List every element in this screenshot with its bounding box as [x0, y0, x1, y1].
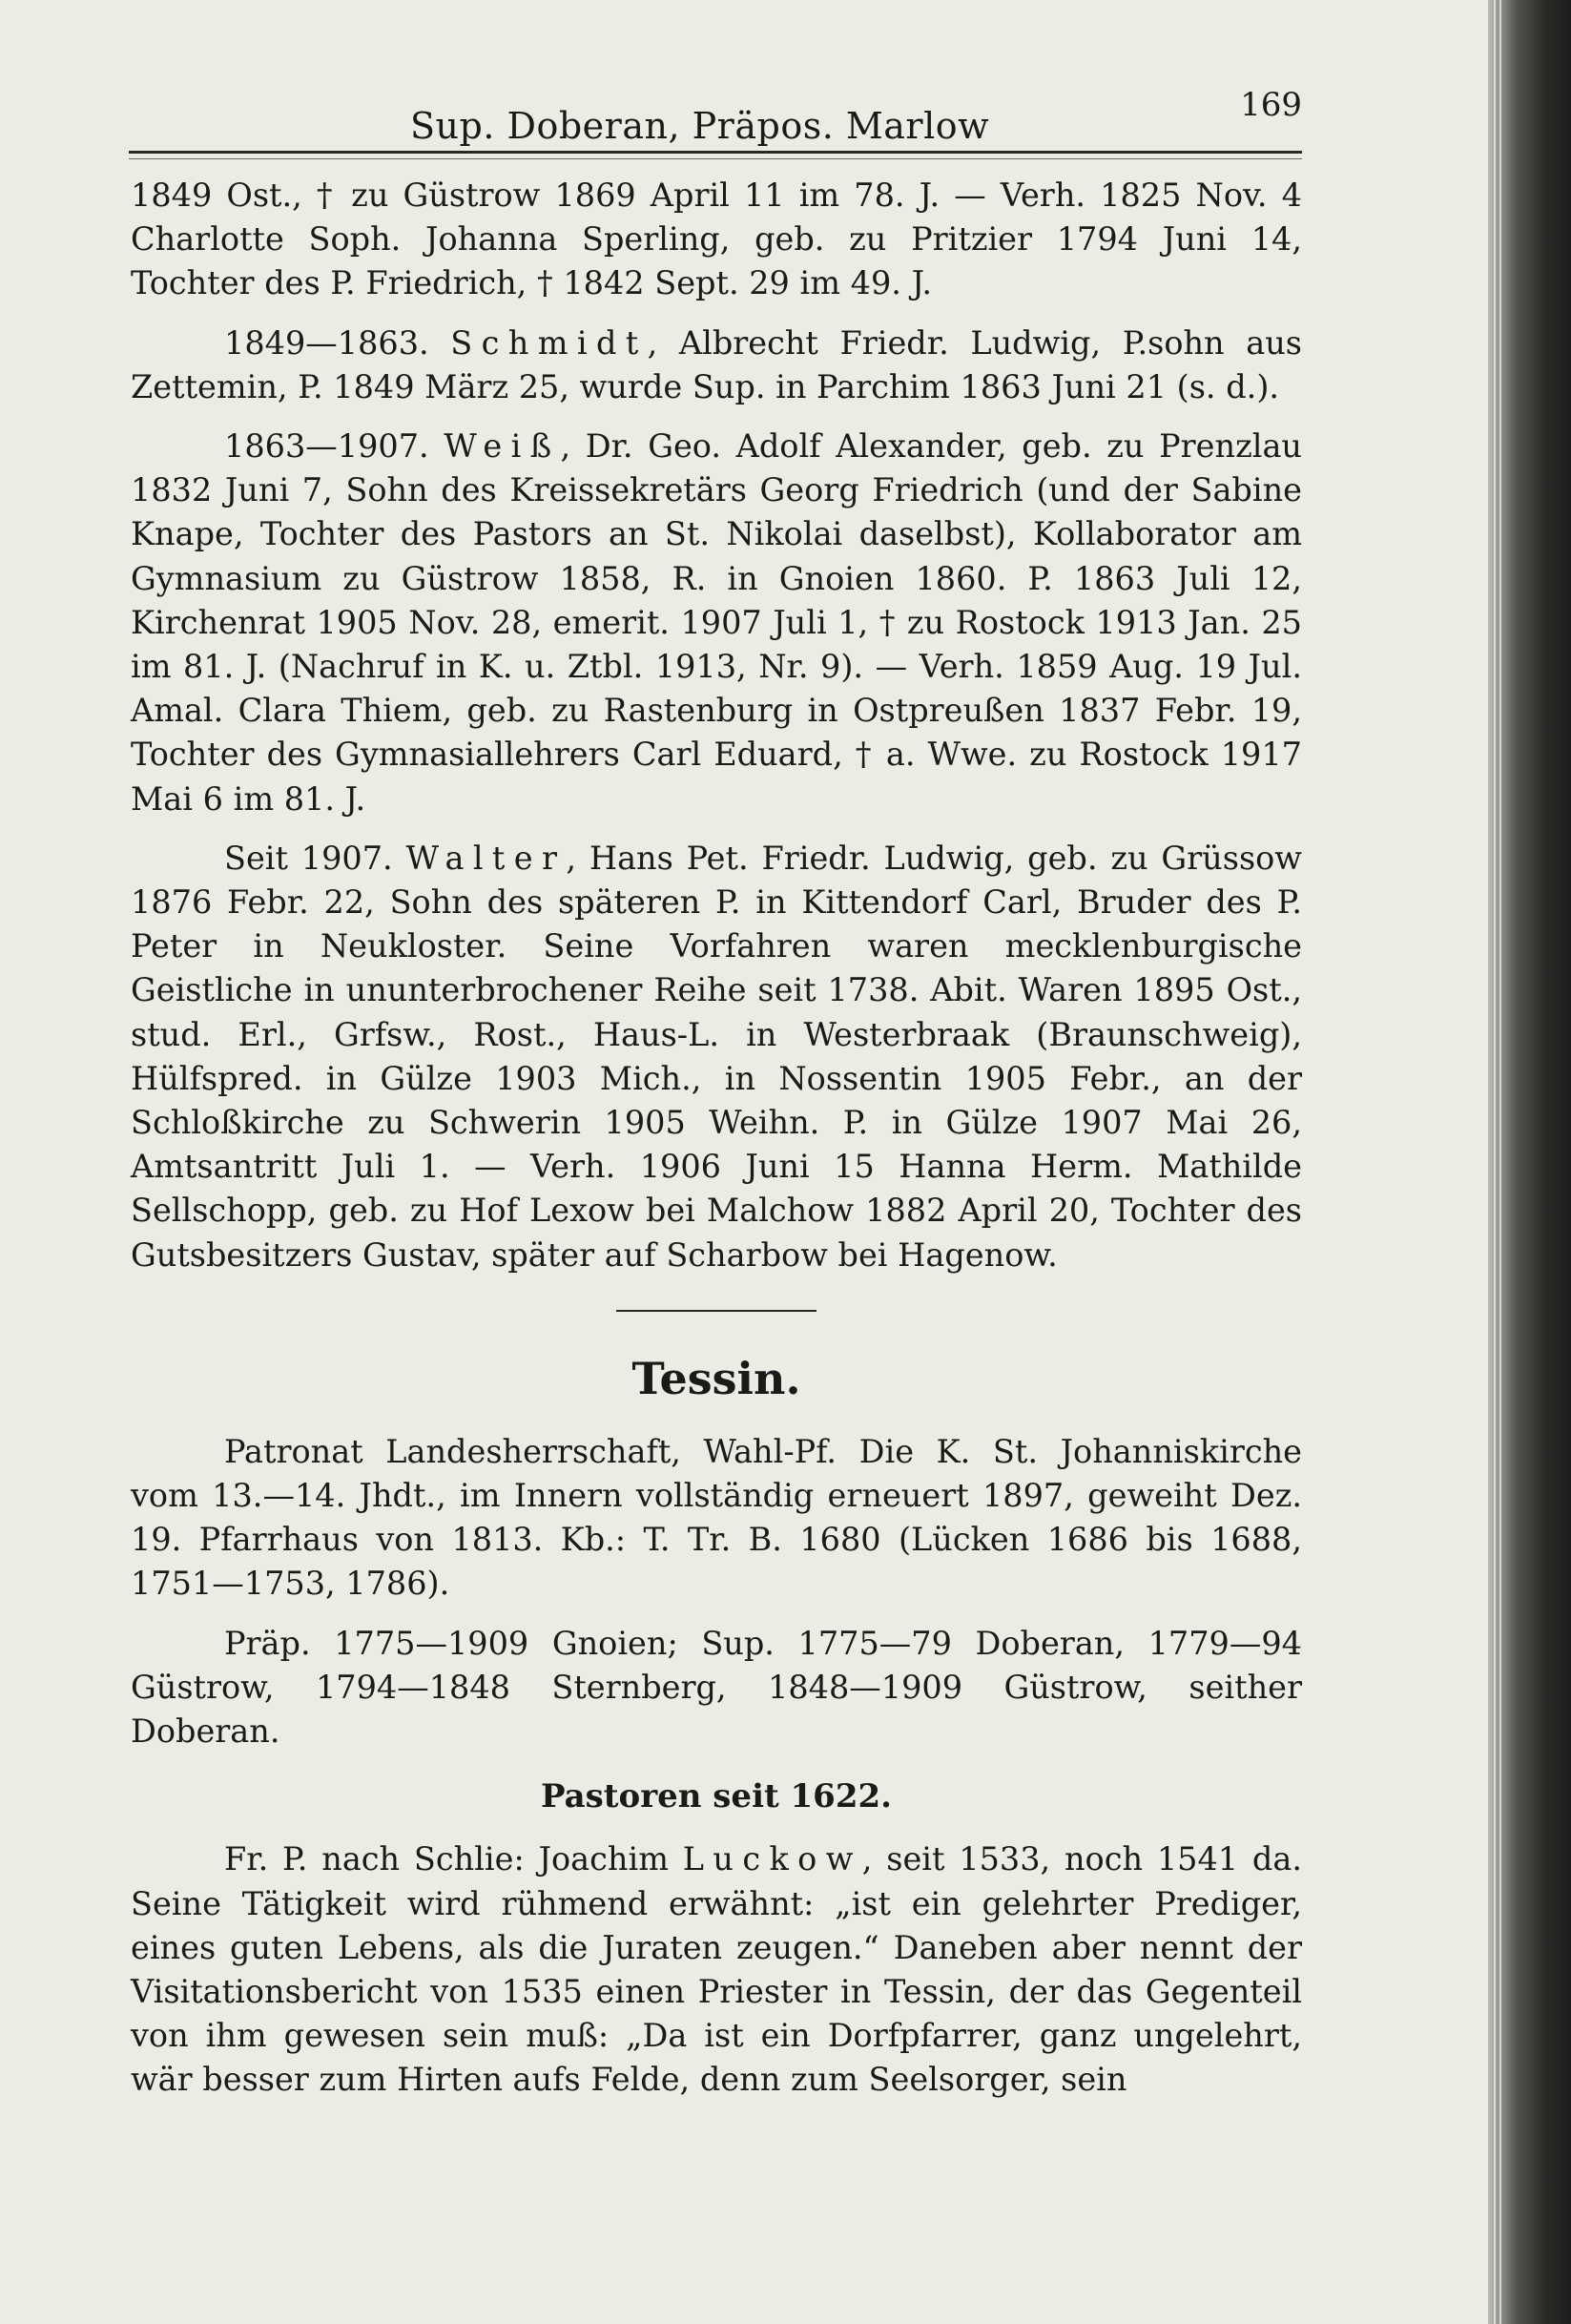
page-edge-line	[1494, 0, 1496, 2324]
body-text	[131, 174, 1302, 2103]
entry-schmidt	[131, 322, 1302, 409]
entry-years: Seit 1907.	[224, 839, 393, 877]
entry-continuation: 1849 Ost., † zu Güstrow 1869 April 11 im 78. J. — Verh. 1825 Nov. 4 Charlotte Soph. Johanna Sperling, geb. zu Pritzier 1794 Juni 14, Tochter des P. Friedrich, † 1842 Sept. 29 im 49. J.	[131, 176, 1302, 302]
pastor-name: Schmidt	[450, 323, 648, 362]
page-edge-shadow	[1488, 0, 1571, 2324]
entry-text: , Dr. Geo. Adolf Alexander, geb. zu Prenzlau 1832 Juni 7, Sohn des Kreissekretärs Georg Friedrich (und der Sabine Knape, Tochter des Pastors an St. Nikolai daselbst), Kollaborator am Gymnasium zu Güstrow 1858, R. in Gnoien 1860. P. 1863 Juli 12, Kirchenrat 1905 Nov. 28, emerit. 1907 Juli 1, † zu Rostock 1913 Jan. 25 im 81. J. (Nachruf in K. u. Ztbl. 1913, Nr. 9). — Verh. 1859 Aug. 19 Jul. Amal. Clara Thiem, geb. zu Rastenburg in Ostpreußen 1837 Febr. 19, Tochter des Gymnasiallehrers Carl Eduard, † a. Wwe. zu Rostock 1917 Mai 6 im 81. J.	[131, 427, 1302, 818]
pastor-name: Walter	[405, 839, 567, 877]
entry-walter	[131, 837, 1302, 1277]
pastor-name: Luckow	[682, 1840, 862, 1878]
paragraph-text: Fr. P. nach Schlie: Joachim	[224, 1840, 683, 1878]
entry-years: 1863—1907.	[224, 427, 429, 466]
entry-years: 1849—1863.	[224, 323, 429, 362]
paragraph-text: , seit 1533, noch 1541 da. Seine Tätigkeit wird rühmend erwähnt: „ist ein gelehrter Prediger, eines guten Lebens, als die Juraten zeugen.“ Daneben aber nennt der Visitationsbericht von 1535 einen Priester in Tessin, der das Gegenteil von ihm gewesen sein muß: „Da ist ein Dorfpfarrer, ganz ungelehrt, wär besser zum Hirten aufs Felde, denn zum Seelsorger, sein	[131, 1840, 1302, 2099]
page-edge-line	[1499, 0, 1501, 2324]
pastor-name: Weiß	[444, 427, 561, 466]
page-header	[129, 76, 1302, 149]
page-number: 169	[1240, 86, 1302, 124]
entry-weiss	[131, 425, 1302, 821]
running-head: Sup. Doberan, Präpos. Marlow	[410, 105, 990, 147]
entry-text: , Hans Pet. Friedr. Ludwig, geb. zu Grüssow 1876 Febr. 22, Sohn des späteren P. in Kittendorf Carl, Bruder des P. Peter in Neukloster. Seine Vorfahren waren mecklenburgische Geistliche in ununterbrochener Reihe seit 1738. Abit. Waren 1895 Ost., stud. Erl., Grfsw., Rost., Haus-L. in Westerbraak (Braunschweig), Hülfspred. in Gülze 1903 Mich., in Nossentin 1905 Febr., an der Schloßkirche zu Schwerin 1905 Weihn. P. in Gülze 1907 Mai 26, Amtsantritt Juli 1. — Verh. 1906 Juni 15 Hanna Herm. Mathilde Sellschopp, geb. zu Hof Lexow bei Malchow 1882 April 20, Tochter des Gutsbesitzers Gustav, später auf Scharbow bei Hagenow.	[131, 839, 1302, 1274]
section-subheading: Pastoren seit 1622.	[540, 1777, 892, 1816]
section-last-paragraph	[131, 1837, 1302, 2102]
section-paragraph: Patronat Landesherrschaft, Wahl-Pf. Die K. St. Johanniskirche vom 13.—14. Jhdt., im Innern vollständig erneuert 1897, geweiht Dez. 19. Pfarrhaus von 1813. Kb.: T. Tr. B. 1680 (Lücken 1686 bis 1688, 1751—1753, 1786).	[131, 1432, 1302, 1603]
header-rule-thin	[129, 158, 1302, 159]
entry-text: , Albrecht Friedr. Ludwig, P.sohn aus Zettemin, P. 1849 März 25, wurde Sup. in Parchim 1863 Juni 21 (s. d.).	[131, 323, 1302, 405]
section-separator	[616, 1310, 817, 1312]
section-title: Tessin.	[631, 1352, 801, 1404]
header-rule	[129, 151, 1302, 154]
section-paragraph: Präp. 1775—1909 Gnoien; Sup. 1775—79 Doberan, 1779—94 Güstrow, 1794—1848 Sternberg, 1848—1909 Güstrow, seither Doberan.	[131, 1624, 1302, 1751]
